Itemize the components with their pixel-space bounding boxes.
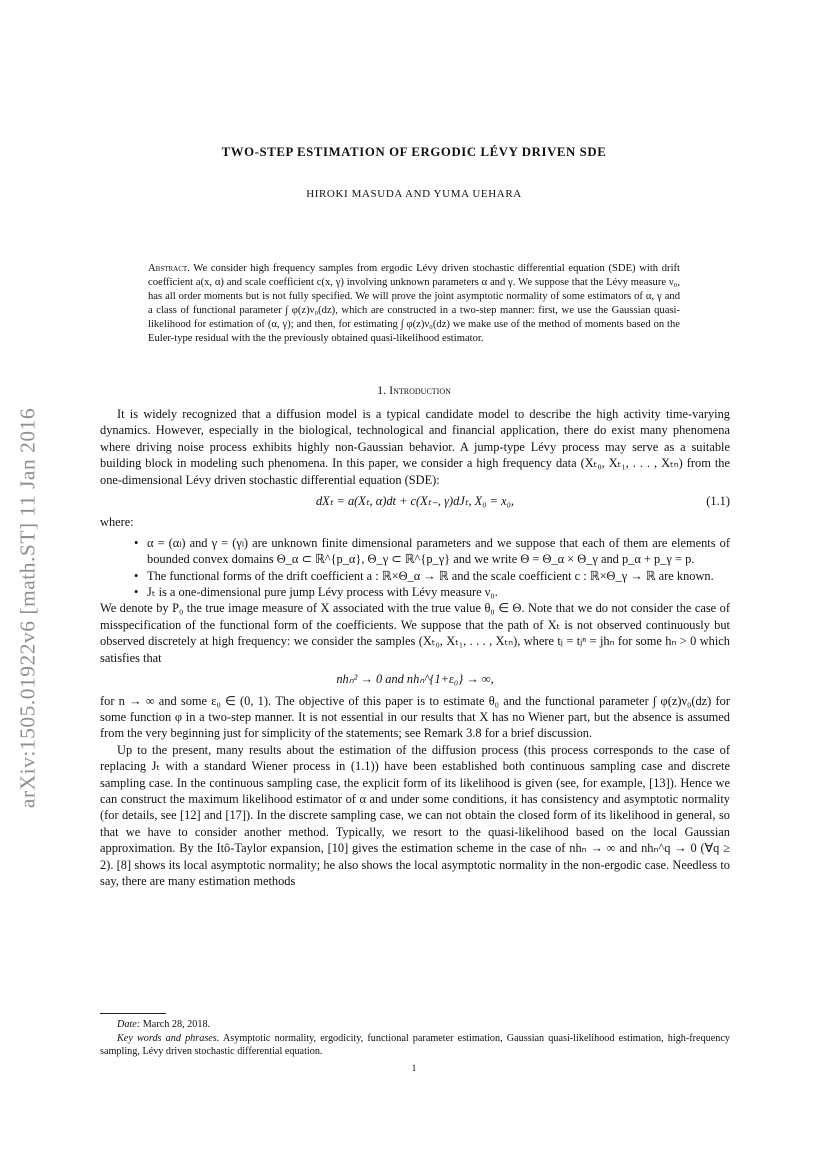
paragraph-intro-2: We denote by P₀ the true image measure of X associated with the true value θ₀ ∈ Θ. Note that we do not consider the case of misspecification of the functional form of the coefficients. We suppose that the path of Xₜ is not observed continuously but observed discretely at high frequency: we consider the samples (Xₜ₀, Xₜ₁, . . . , Xₜₙ), where tⱼ = tⱼⁿ = jhₙ for some hₙ > 0 which satisfies that: [100, 601, 730, 665]
equation-sampling-condition: [100, 671, 730, 687]
footnote-keywords: [100, 1032, 730, 1059]
footnote-keywords-label: Key words and phrases.: [117, 1032, 220, 1044]
footnote-keywords-value: Asymptotic normality, ergodicity, functional parameter estimation, Gaussian quasi-likelihood estimation, high-frequency sampling, Lévy driven stochastic differential equation.: [100, 1032, 730, 1058]
paragraph-where: where:: [100, 515, 134, 530]
assumption-list: [100, 535, 730, 601]
arxiv-identifier: arXiv:1505.01922v6 [math.ST] 11 Jan 2016: [15, 407, 40, 809]
equation-sampling-body: nhₙ² → 0 and nhₙ^{1+ε₀} → ∞,: [336, 672, 494, 687]
section-number: 1.: [377, 383, 387, 397]
section-title: Introduction: [389, 383, 451, 397]
body-text: [100, 406, 730, 889]
paragraph-intro-3: for n → ∞ and some ε₀ ∈ (0, 1). The objective of this paper is to estimate θ₀ and the functional parameter ∫ φ(z)ν₀(dz) for some function φ in a two-step manner. It is not essential in our results that X has no Wiener part, but the absence is assumed from the very beginning just for simplicity of the statements; see Remark 3.8 for a brief discussion.: [100, 693, 730, 741]
equation-1-1: [100, 493, 730, 509]
footnote-date: [100, 1018, 730, 1032]
footnote-divider: [100, 1013, 166, 1014]
paragraph-intro-1: It is widely recognized that a diffusion model is a typical candidate model to describe the high activity time-varying dynamics. However, especially in the biological, technological and financial application, there do exist many phenomena where driving noise process exhibits highly non-Gaussian behavior. A jump-type Lévy process may serve as a suitable building block in modeling such phenomena. In this paper, we consider a high frequency data (Xₜ₀, Xₜ₁, . . . , Xₜₙ) from the one-dimensional Lévy driven stochastic differential equation (SDE):: [100, 407, 730, 487]
abstract-label: Abstract.: [148, 263, 190, 274]
equation-1-1-body: dXₜ = a(Xₜ, α)dt + c(Xₜ₋, γ)dJₜ, X₀ = x₀,: [315, 494, 514, 509]
arxiv-sidebar-stamp: [10, 318, 46, 898]
footnotes: [100, 1018, 730, 1059]
abstract-text: We consider high frequency samples from ergodic Lévy driven stochastic differential equation (SDE) with drift coefficient a(x, α) and scale coefficient c(x, γ) involving unknown parameters α and γ. We suppose that the Lévy measure ν₀, has all order moments but is not fully specified. We will prove the joint asymptotic normality of some estimators of α, γ and a class of functional parameter ∫ φ(z)ν₀(dz), which are constructed in a two-step manner: first, we use the Gaussian quasi-likelihood for estimation of (α, γ); and then, for estimating ∫ φ(z)ν₀(dz) we make use of the method of moments based on the Euler-type residual with the the previously obtained quasi-likelihood estimator.: [148, 263, 680, 344]
paper-title: TWO-STEP ESTIMATION OF ERGODIC LÉVY DRIVEN SDE: [221, 145, 607, 159]
paragraph-intro-4: Up to the present, many results about the estimation of the diffusion process (this process corresponds to the case of replacing Jₜ with a standard Wiener process in (1.1)) have been established both continuous sampling case and discrete sampling case. In the continuous sampling case, the explicit form of its likelihood is given (see, for example, [13]). Hence we can construct the maximum likelihood estimator of α and under some conditions, it has consistency and asymptotic normality (for details, see [12] and [17]). In the discrete sampling case, we can not obtain the closed form of its likelihood in general, so that we have to consider another method. Typically, we resort to the quasi-likelihood based on the local Gaussian approximation. By the Itô-Taylor expansion, [10] gives the estimation scheme in the case of nhₙ → ∞ and nhₙ^q → 0 (∀q ≥ 2). [8] shows its local asymptotic normality; he also shows the local asymptotic normality in the non-ergodic case. Needless to say, there are many estimation methods: [100, 742, 730, 888]
section-heading: [100, 383, 728, 398]
list-item: • Jₜ is a one-dimensional pure jump Lévy process with Lévy measure ν₀.: [147, 584, 730, 600]
paper-authors: HIROKI MASUDA AND YUMA UEHARA: [306, 188, 522, 200]
footnote-date-label: Date:: [117, 1019, 141, 1030]
abstract: [148, 262, 680, 345]
list-item: • The functional forms of the drift coefficient a : ℝ×Θ_α → ℝ and the scale coefficient c : ℝ×Θ_γ → ℝ are known.: [147, 568, 730, 584]
page-number: 1: [411, 1064, 417, 1074]
equation-number: (1.1): [706, 494, 730, 509]
list-item: • α = (αₗ) and γ = (γₗ) are unknown finite dimensional parameters and we suppose that each of them are elements of bounded convex domains Θ_α ⊂ ℝ^{p_α}, Θ_γ ⊂ ℝ^{p_γ} and we write Θ = Θ_α × Θ_γ and p_α + p_γ = p.: [147, 535, 730, 568]
footnote-date-value: March 28, 2018.: [142, 1019, 211, 1030]
